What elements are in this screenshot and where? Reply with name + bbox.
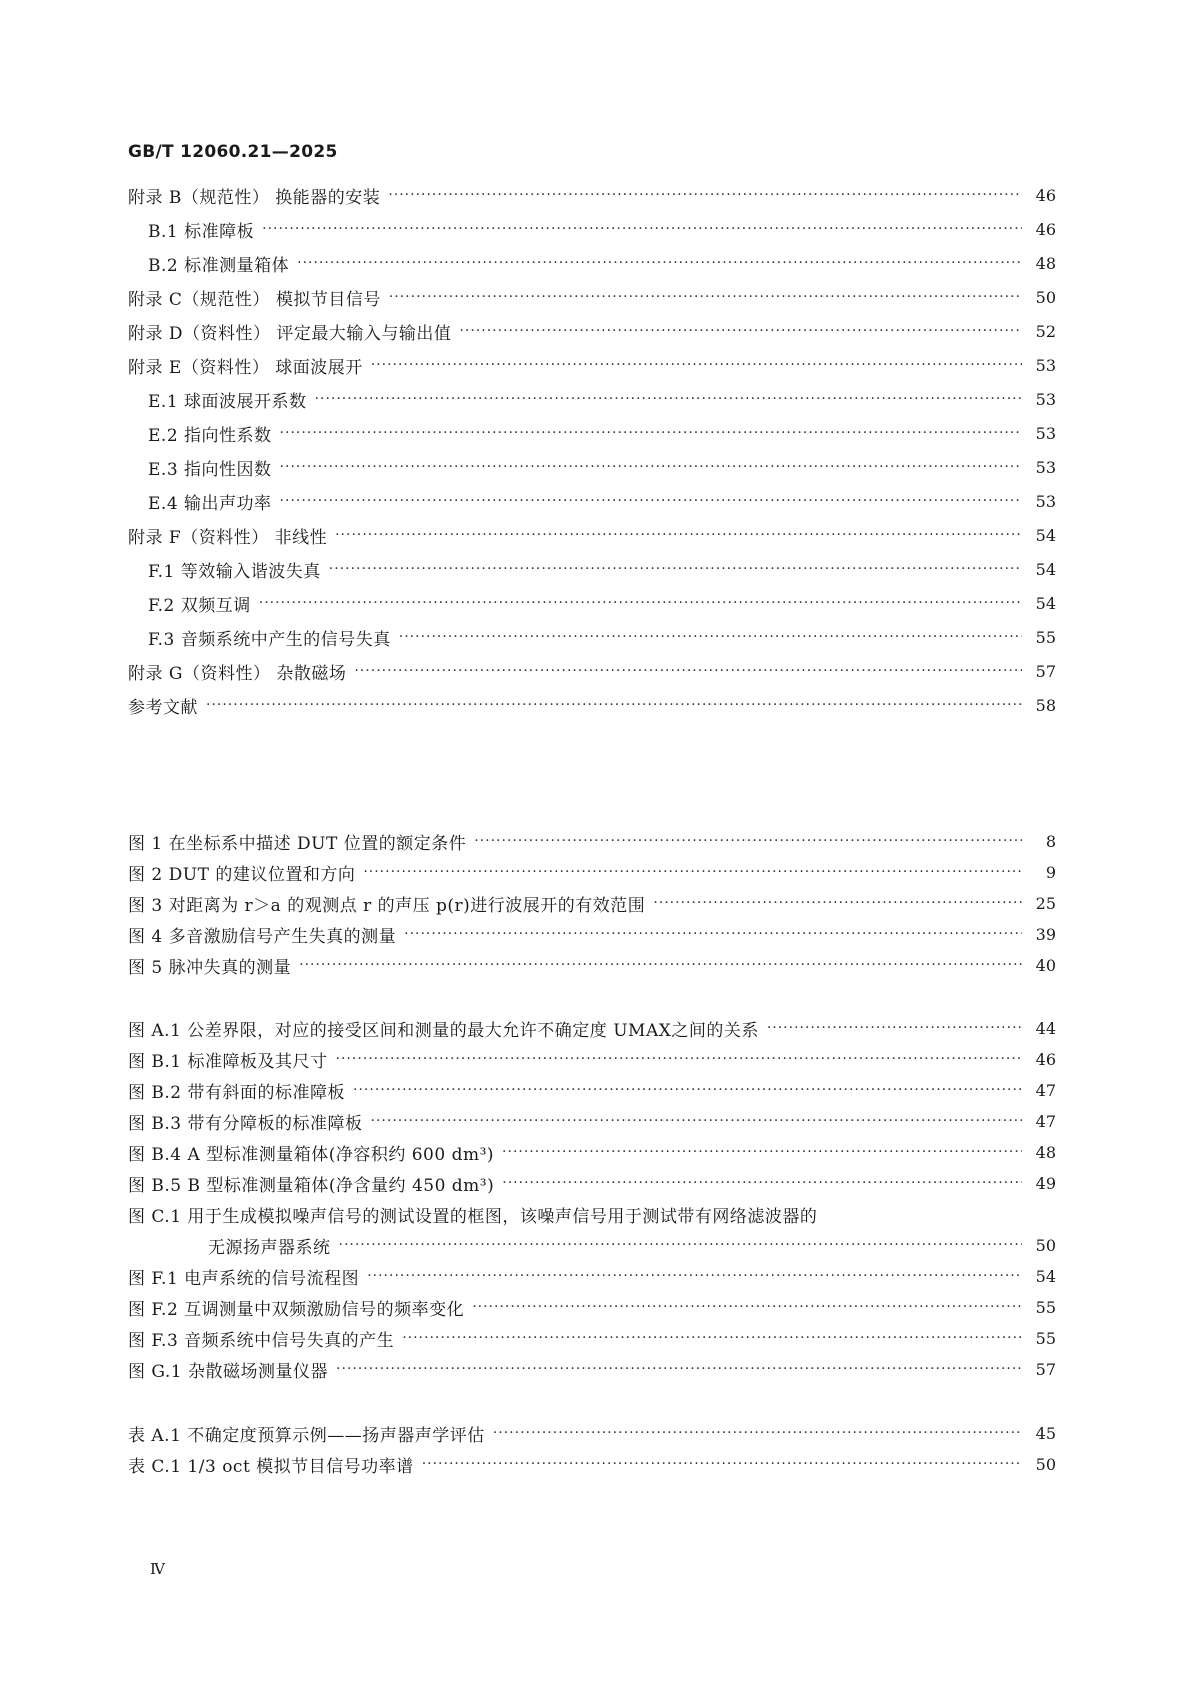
figure-entry-label: 图 C.1 用于生成模拟噪声信号的测试设置的框图，该噪声信号用于测试带有网络滤波器的: [128, 1206, 818, 1227]
figure-entry-label: 图 B.3 带有分障板的标准障板: [128, 1113, 363, 1134]
figure-entry-page: 54: [1035, 1266, 1056, 1286]
figure-entry-label: 图 F.2 互调测量中双频激励信号的频率变化: [128, 1299, 465, 1320]
leader-dots: [422, 1456, 1022, 1472]
leader-dots: [262, 221, 1022, 237]
figure-entry-label: 图 A.1 公差界限，对应的接受区间和测量的最大允许不确定度 UMAX之间的关系: [128, 1020, 759, 1041]
figure-entry-page: 8: [1045, 831, 1056, 851]
toc-entry-label: B.2 标准测量箱体: [148, 255, 290, 276]
toc-entry-label: 附录 C（规范性） 模拟节目信号: [128, 289, 381, 310]
toc-entry[interactable]: [128, 690, 1056, 720]
figure-entry-page: 25: [1035, 893, 1056, 913]
figure-entry-page: 40: [1035, 955, 1056, 975]
figure-entry[interactable]: [128, 1044, 1056, 1074]
figure-entry-label: 图 G.1 杂散磁场测量仪器: [128, 1361, 329, 1382]
figure-entry[interactable]: [128, 857, 1056, 887]
toc-entry-page: 55: [1035, 627, 1056, 647]
leader-dots: [472, 1299, 1022, 1315]
leader-dots: [336, 1361, 1022, 1377]
figure-entry-page: 50: [1035, 1235, 1056, 1255]
toc-entry-page: 54: [1035, 525, 1056, 545]
toc-entry-label: 附录 E（资料性） 球面波展开: [128, 357, 363, 378]
leader-dots: [371, 357, 1022, 373]
leader-dots: [259, 595, 1022, 611]
figure-entry-page: 49: [1035, 1173, 1056, 1193]
leader-dots: [767, 1020, 1022, 1036]
toc-entry[interactable]: [128, 554, 1056, 584]
toc-entry-label: F.2 双频互调: [148, 595, 251, 616]
figure-entry-continuation[interactable]: [128, 1230, 1056, 1260]
toc-entry[interactable]: [128, 452, 1056, 482]
figure-entry[interactable]: [128, 1199, 1056, 1229]
figure-entry[interactable]: [128, 1354, 1056, 1384]
figure-entry-label: 图 2 DUT 的建议位置和方向: [128, 864, 356, 885]
leader-dots: [653, 895, 1022, 911]
toc-entry-page: 48: [1035, 253, 1056, 273]
figure-entry-page: 46: [1035, 1049, 1056, 1069]
leader-dots: [402, 1330, 1022, 1346]
leader-dots: [474, 833, 1022, 849]
figure-entry-label: 图 B.4 A 型标准测量箱体(净容积约 600 dm³): [128, 1144, 495, 1165]
figure-entry[interactable]: [128, 1168, 1056, 1198]
toc-entry-label: B.1 标准障板: [148, 221, 255, 242]
figure-entry[interactable]: [128, 1137, 1056, 1167]
toc-entry-page: 46: [1035, 219, 1056, 239]
toc-entry-label: F.1 等效输入谐波失真: [148, 561, 321, 582]
leader-dots: [335, 527, 1022, 543]
leader-dots: [336, 1051, 1022, 1067]
toc-entry[interactable]: [128, 418, 1056, 448]
leader-dots: [299, 957, 1022, 973]
standard-code: GB/T 12060.21—2025: [128, 142, 338, 162]
leader-dots: [329, 561, 1022, 577]
leader-dots: [297, 255, 1022, 271]
toc-entry[interactable]: [128, 248, 1056, 278]
figure-entry-label: 图 5 脉冲失真的测量: [128, 957, 292, 978]
toc-entry-page: 57: [1035, 661, 1056, 681]
toc-entry[interactable]: [128, 656, 1056, 686]
leader-dots: [367, 1268, 1022, 1284]
leader-dots: [339, 1237, 1023, 1253]
leader-dots: [502, 1144, 1022, 1160]
figure-entry-page: 55: [1035, 1297, 1056, 1317]
toc-entry-label: 附录 F（资料性） 非线性: [128, 527, 328, 548]
leader-dots: [280, 459, 1022, 475]
toc-entry-page: 52: [1035, 321, 1056, 341]
toc-entry-page: 46: [1035, 185, 1056, 205]
toc-entry-label: 附录 D（资料性） 评定最大输入与输出值: [128, 323, 452, 344]
figure-entry-page: 48: [1035, 1142, 1056, 1162]
leader-dots: [353, 1082, 1022, 1098]
figure-entry-page: 44: [1035, 1018, 1056, 1038]
toc-entry-label: E.2 指向性系数: [148, 425, 272, 446]
toc-entry[interactable]: [128, 622, 1056, 652]
leader-dots: [459, 323, 1022, 339]
table-entry-page: 50: [1035, 1454, 1056, 1474]
figure-entry-label: 图 F.3 音频系统中信号失真的产生: [128, 1330, 395, 1351]
figure-entry-label: 图 3 对距离为 r＞a 的观测点 r 的声压 p(r)进行波展开的有效范围: [128, 895, 646, 916]
figure-entry-page: 9: [1045, 862, 1056, 882]
leader-dots: [280, 493, 1022, 509]
toc-entry-page: 58: [1035, 695, 1056, 715]
toc-entry-page: 53: [1035, 491, 1056, 511]
figure-entry-page: 47: [1035, 1111, 1056, 1131]
toc-entry-page: 53: [1035, 355, 1056, 375]
leader-dots: [493, 1425, 1022, 1441]
toc-entry-label: E.1 球面波展开系数: [148, 391, 307, 412]
table-entry[interactable]: [128, 1449, 1056, 1479]
toc-entry[interactable]: [128, 180, 1056, 210]
toc-entry[interactable]: [128, 282, 1056, 312]
page-number: Ⅳ: [150, 1560, 165, 1578]
toc-entry-page: 54: [1035, 559, 1056, 579]
toc-entry-page: 53: [1035, 457, 1056, 477]
table-entry-label: 表 A.1 不确定度预算示例——扬声器声学评估: [128, 1425, 485, 1446]
toc-entry[interactable]: [128, 316, 1056, 346]
figure-entry[interactable]: [128, 919, 1056, 949]
figure-entry[interactable]: [128, 1261, 1056, 1291]
figure-entry-label: 无源扬声器系统: [208, 1237, 331, 1258]
toc-entry-page: 54: [1035, 593, 1056, 613]
toc-entry-page: 53: [1035, 423, 1056, 443]
leader-dots: [399, 629, 1022, 645]
figure-entry[interactable]: [128, 888, 1056, 918]
figure-entry-page: 39: [1035, 924, 1056, 944]
figure-entry-label: 图 1 在坐标系中描述 DUT 位置的额定条件: [128, 833, 467, 854]
toc-entry[interactable]: [128, 486, 1056, 516]
figure-entry-label: 图 B.1 标准障板及其尺寸: [128, 1051, 328, 1072]
leader-dots: [388, 187, 1022, 203]
figure-entry[interactable]: [128, 1292, 1056, 1322]
figure-entry[interactable]: [128, 1013, 1056, 1043]
toc-entry[interactable]: [128, 384, 1056, 414]
table-entry[interactable]: [128, 1418, 1056, 1448]
table-entry-page: 45: [1035, 1423, 1056, 1443]
toc-entry[interactable]: [128, 350, 1056, 380]
toc-entry[interactable]: [128, 520, 1056, 550]
table-entry-label: 表 C.1 1/3 oct 模拟节目信号功率谱: [128, 1456, 414, 1477]
toc-entry-label: E.4 输出声功率: [148, 493, 272, 514]
figure-entry-page: 55: [1035, 1328, 1056, 1348]
figure-entry[interactable]: [128, 950, 1056, 980]
leader-dots: [315, 391, 1022, 407]
leader-dots: [354, 663, 1022, 679]
leader-dots: [363, 864, 1022, 880]
toc-entry-label: 参考文献: [128, 697, 198, 718]
figure-entry-label: 图 F.1 电声系统的信号流程图: [128, 1268, 360, 1289]
toc-entry-label: F.3 音频系统中产生的信号失真: [148, 629, 391, 650]
figure-entry-page: 47: [1035, 1080, 1056, 1100]
toc-entry-label: 附录 G（资料性） 杂散磁场: [128, 663, 347, 684]
leader-dots: [371, 1113, 1022, 1129]
figure-entry[interactable]: [128, 1075, 1056, 1105]
figure-entry-label: 图 B.2 带有斜面的标准障板: [128, 1082, 346, 1103]
leader-dots: [404, 926, 1022, 942]
figure-entry[interactable]: [128, 1323, 1056, 1353]
leader-dots: [389, 289, 1022, 305]
toc-entry[interactable]: [128, 214, 1056, 244]
toc-entry-page: 50: [1035, 287, 1056, 307]
figure-entry[interactable]: [128, 1106, 1056, 1136]
toc-entry[interactable]: [128, 588, 1056, 618]
leader-dots: [280, 425, 1022, 441]
figure-entry[interactable]: [128, 826, 1056, 856]
toc-entry-page: 53: [1035, 389, 1056, 409]
toc-entry-label: E.3 指向性因数: [148, 459, 272, 480]
figure-entry-label: 图 B.5 B 型标准测量箱体(净含量约 450 dm³): [128, 1175, 495, 1196]
leader-dots: [206, 697, 1022, 713]
leader-dots: [502, 1175, 1022, 1191]
toc-entry-label: 附录 B（规范性） 换能器的安装: [128, 187, 381, 208]
figure-entry-label: 图 4 多音激励信号产生失真的测量: [128, 926, 397, 947]
figure-entry-page: 57: [1035, 1359, 1056, 1379]
